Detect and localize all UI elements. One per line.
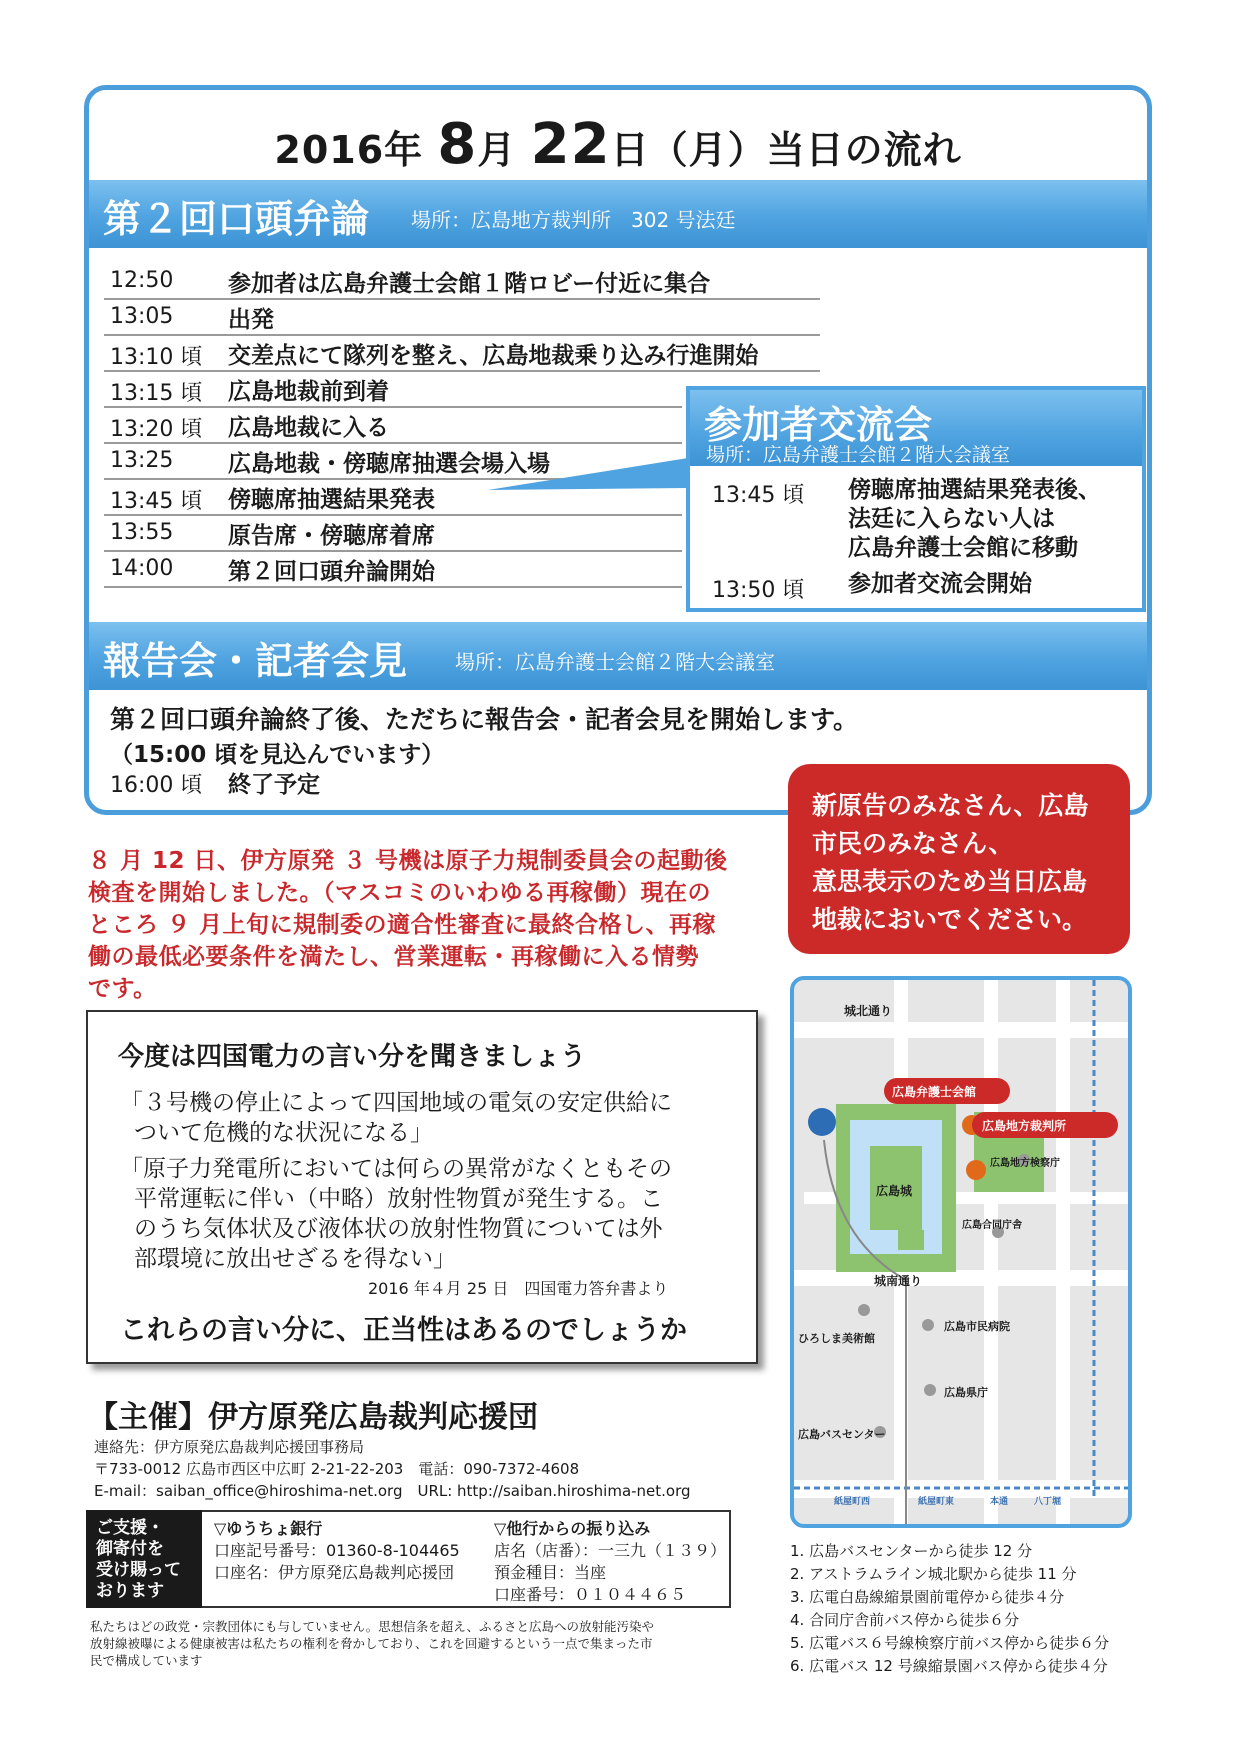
schedule-row: 14:00 第２回口頭弁論開始 xyxy=(104,550,682,588)
exchange-header xyxy=(690,390,1142,466)
map-label: 本通 xyxy=(990,1497,1009,1507)
marker-court xyxy=(966,1160,986,1180)
callout-arrow xyxy=(488,458,698,518)
report-heading: 報告会・記者会見 xyxy=(103,639,408,683)
quote-line: 部環境に放出せざるを得ない」 xyxy=(134,1246,456,1272)
report-note: （15:00 頃を見込んでいます） xyxy=(110,742,445,768)
organizer-web: E-mail：saiban_office@hiroshima-net.org URL: http://saiban.hiroshima-net.org xyxy=(94,1482,691,1500)
map-label: 城南通り xyxy=(874,1274,923,1288)
organizer-address: 〒733-0012 広島市西区中広町 2-21-22-203 電話：090-7372-4608 xyxy=(94,1460,580,1478)
map-graphic xyxy=(794,980,1128,1524)
quote-line: のうち気体状及び液体状の放射性物質については外 xyxy=(134,1216,663,1242)
session-band xyxy=(89,180,1147,248)
map-label: 広島バスセンター xyxy=(798,1428,886,1441)
quote-line: 「原子力発電所においては何らの異常がなくともその xyxy=(120,1156,672,1182)
access-map xyxy=(790,976,1132,1528)
schedule-row: 12:50 参加者は広島弁護士会館１階ロビー付近に集合 xyxy=(104,262,820,300)
schedule-row: 13:20 頃 広島地裁に入る xyxy=(104,406,682,444)
exchange-event: 参加者交流会開始 xyxy=(848,571,1032,597)
map-label: 八丁堀 xyxy=(1034,1497,1062,1507)
end-time: 16:00 頃 xyxy=(110,773,203,798)
exchange-time: 13:45 頃 xyxy=(712,483,805,508)
exchange-heading: 参加者交流会 xyxy=(704,403,933,447)
map-label: 広島地方検察庁 xyxy=(990,1158,1060,1169)
map-label: 紙屋町東 xyxy=(918,1497,955,1507)
schedule-row: 13:10 頃 交差点にて隊列を整え、広島地裁乗り込み行進開始 xyxy=(104,334,820,372)
page-title: 2016年 8月 22日（月）当日の流れ xyxy=(274,112,962,177)
map-label: 広島城 xyxy=(876,1184,913,1198)
map-label: 広島県庁 xyxy=(944,1386,988,1399)
schedule-row: 13:25 広島地裁・傍聴席抽選会場入場 xyxy=(104,442,682,480)
exchange-time: 13:50 頃 xyxy=(712,578,805,603)
disclaimer: 私たちはどの政党・宗教団体にも与していません。思想信条を超え、ふるさと広島への放射能汚染や 放射線被曝による健康被害は私たちの権利を脅かしており、これを回避するという一点で集まった市 民で構成しています xyxy=(90,1619,655,1668)
donation-label: ご支援・ 御寄付を 受け賜って おります xyxy=(86,1510,202,1608)
schedule-row: 13:55 原告席・傍聴席着席 xyxy=(104,514,682,552)
quote-line: 平常運転に伴い（中略）放射性物質が発生する。こ xyxy=(134,1186,663,1212)
quote-conclusion: これらの言い分に、正当性はあるのでしょうか xyxy=(120,1315,687,1346)
quote-heading: 今度は四国電力の言い分を聞きましょう xyxy=(118,1042,587,1072)
quote-box xyxy=(86,1010,758,1364)
schedule-row: 13:05 出発 xyxy=(104,298,820,336)
map-label: 紙屋町西 xyxy=(834,1497,871,1507)
quote-source: 2016 年４月 25 日 四国電力答弁書より xyxy=(368,1279,669,1298)
quote-line: ついて危機的な状況になる」 xyxy=(134,1120,433,1146)
map-label: ひろしま美術館 xyxy=(798,1332,875,1345)
map-label: 城北通り xyxy=(844,1004,893,1018)
other-bank-info: ▽他行からの振り込み 店名（店番）：一三九（１３９） 預金種目：当座 口座番号：０１０４４６５ xyxy=(494,1519,727,1604)
map-label: 広島市民病院 xyxy=(944,1320,1010,1333)
yucho-info: ▽ゆうちょ銀行 口座記号番号：01360-8-104465 口座名：伊方原発広島裁判応援団 xyxy=(214,1519,460,1582)
exchange-place: 場所：広島弁護士会館２階大会議室 xyxy=(706,444,1011,466)
map-label-court: 広島地方裁判所 xyxy=(982,1119,1067,1133)
report-place: 場所：広島弁護士会館２階大会議室 xyxy=(455,650,775,674)
report-line: 第２回口頭弁論終了後、ただちに報告会・記者会見を開始します。 xyxy=(110,705,859,734)
organizer-name: 【主催】伊方原発広島裁判応援団 xyxy=(88,1400,538,1435)
quote-line: 「３号機の停止によって四国地域の電気の安定供給に xyxy=(120,1090,672,1116)
session-place: 場所：広島地方裁判所 302 号法廷 xyxy=(411,208,736,232)
map-label-bar-association: 広島弁護士会館 xyxy=(892,1085,977,1099)
schedule-row: 13:15 頃 広島地裁前到着 xyxy=(104,370,682,408)
map-label: 広島合同庁舎 xyxy=(962,1220,1022,1231)
session-heading: 第２回口頭弁論 xyxy=(103,197,370,241)
end-label: 終了予定 xyxy=(228,772,320,798)
schedule-row: 13:45 頃 傍聴席抽選結果発表 xyxy=(104,478,682,516)
organizer-contact: 連絡先：伊方原発広島裁判応援団事務局 xyxy=(94,1438,365,1456)
exchange-event: 傍聴席抽選結果発表後、 法廷に入らない人は 広島弁護士会館に移動 xyxy=(848,477,1101,561)
appeal-box: 新原告のみなさん、広島 市民のみなさん、 意思表示のため当日広島 地裁においでください。 xyxy=(788,764,1130,954)
report-band xyxy=(89,622,1147,690)
